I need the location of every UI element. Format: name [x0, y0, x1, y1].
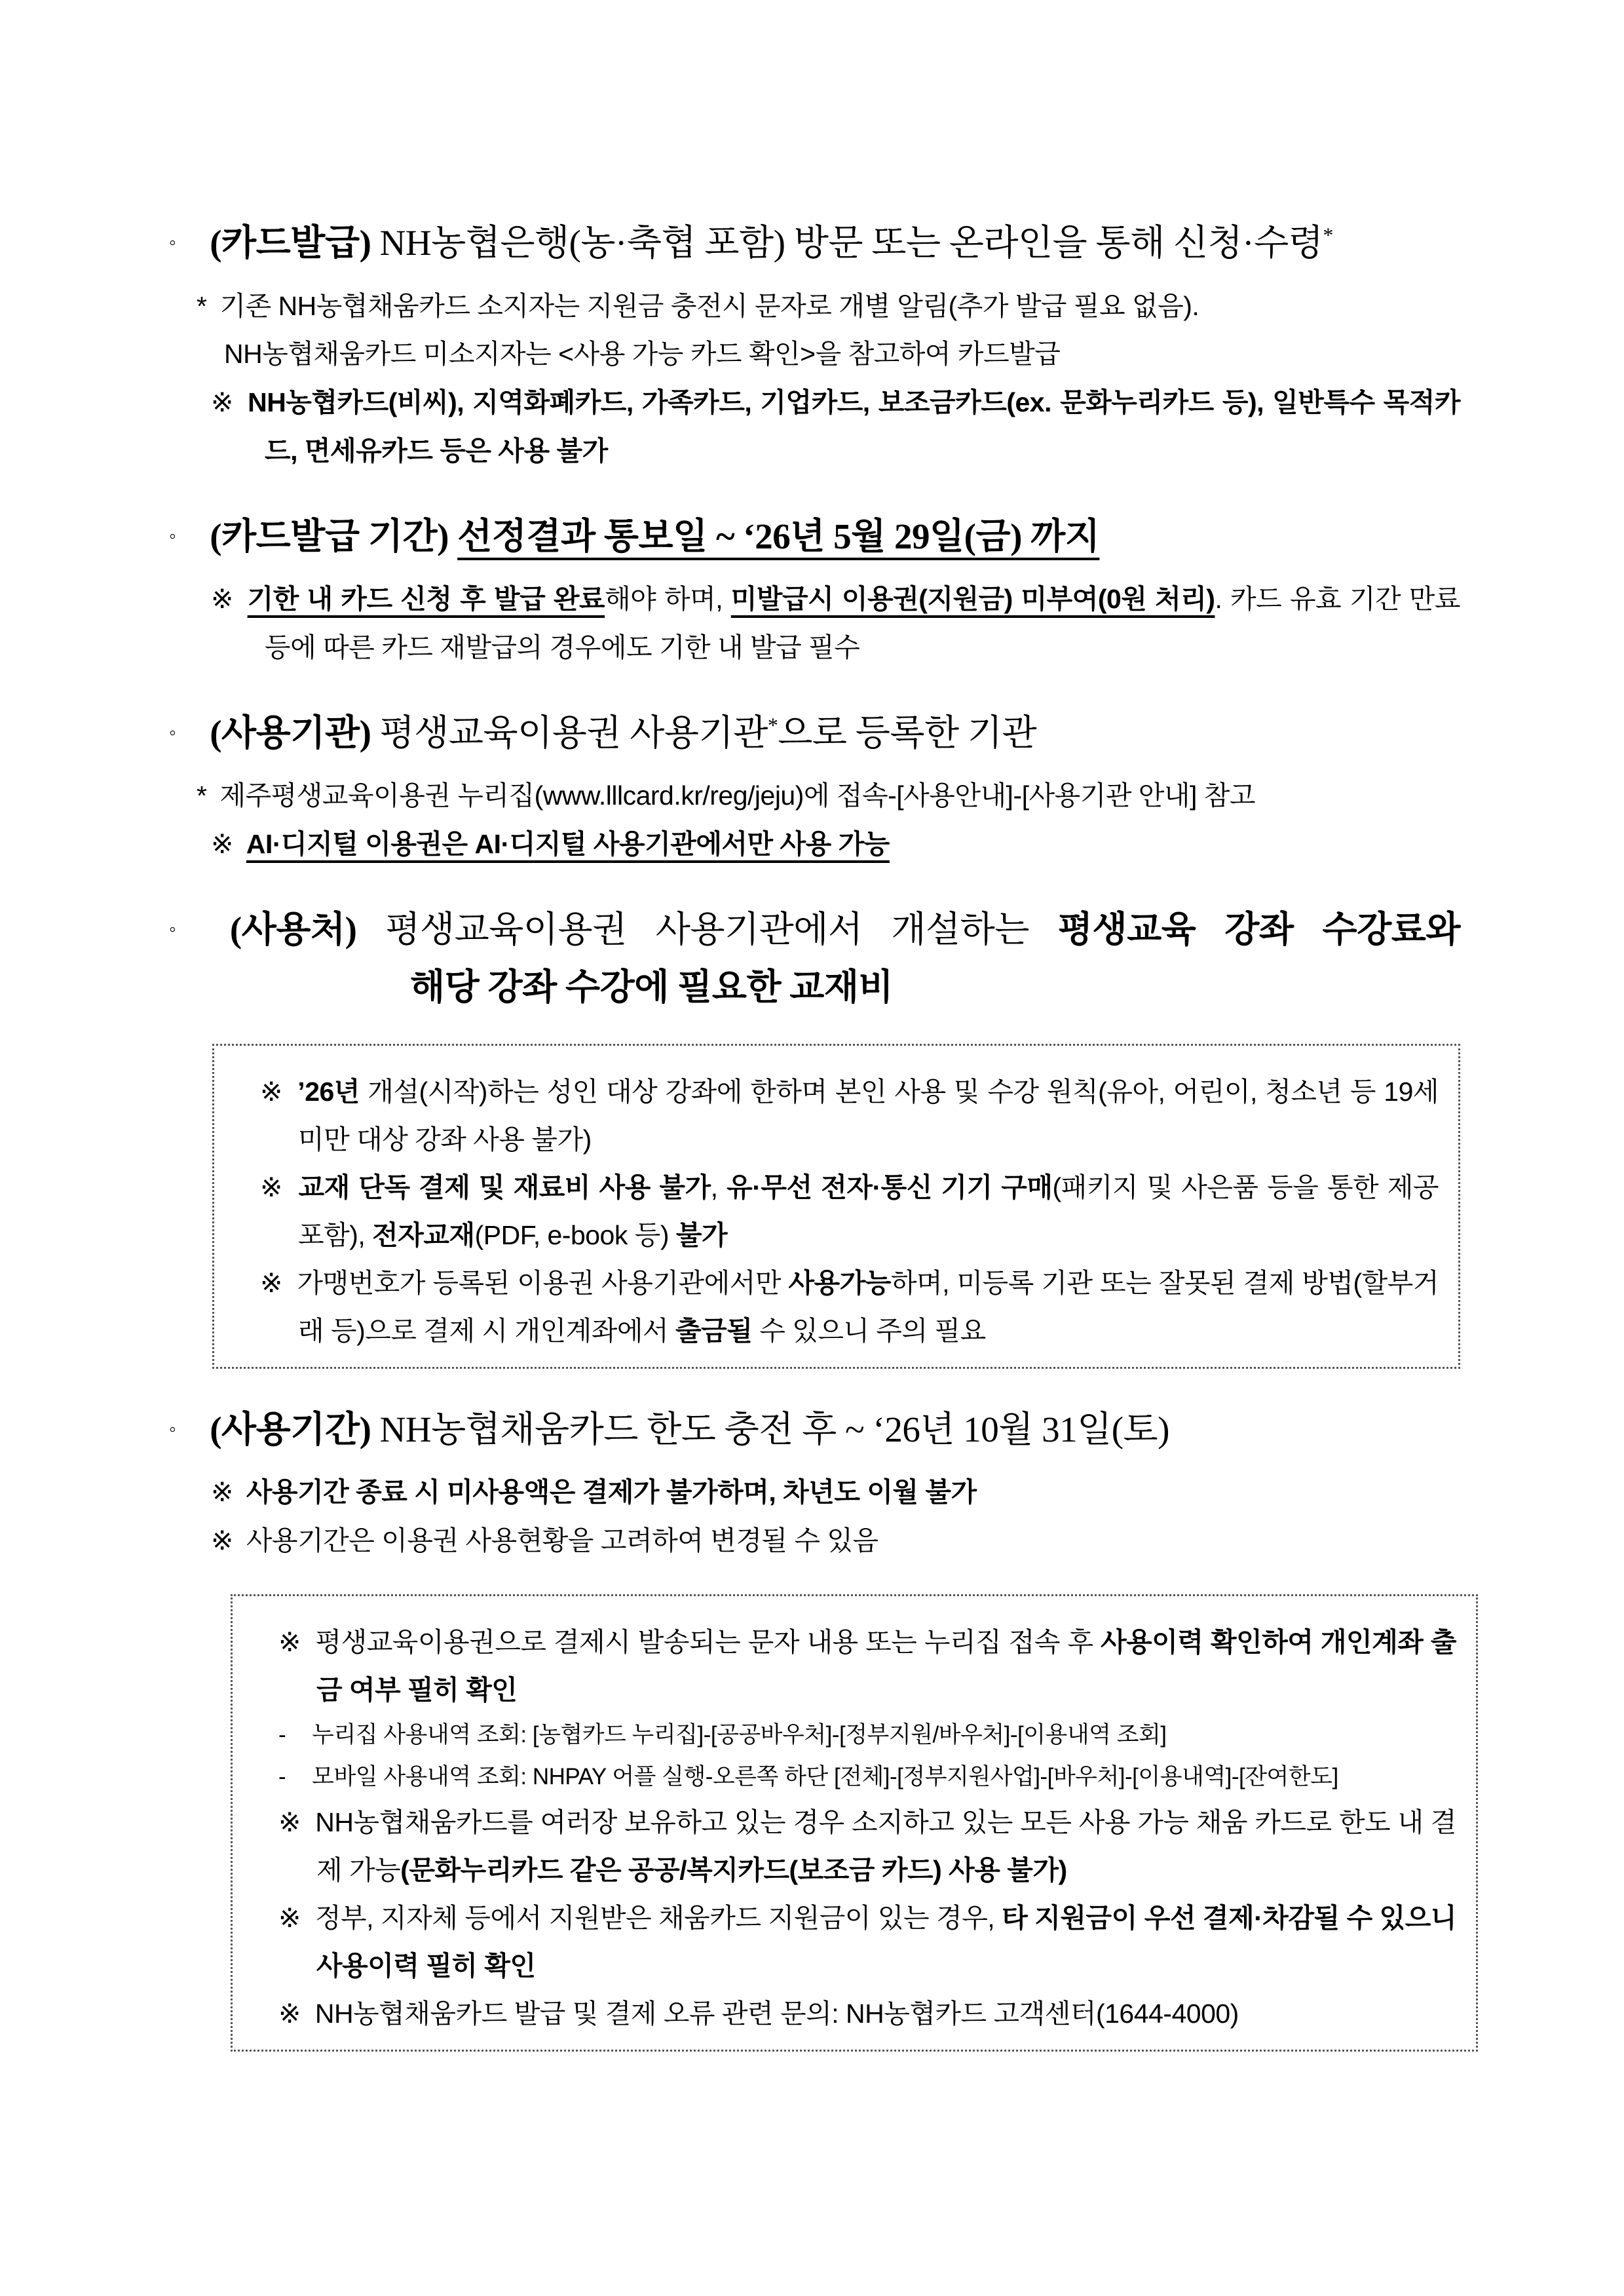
text-segment: (카드발급 기간) [210, 516, 458, 556]
notice-item-web-history-path [256, 1714, 1456, 1757]
text-segment: NH농협은행(농·축협 포함) 방문 또는 온라인을 통해 신청·수령 [379, 223, 1323, 263]
asterisk-marker: * [197, 290, 207, 321]
use-period-expiry-note [169, 1468, 1460, 1517]
text-segment: 해당 강좌 수강에 필요한 교재비 [410, 967, 894, 1008]
reference-mark-icon: ※ [211, 387, 235, 418]
text-segment: NH농협채움카드를 여러장 보유하고 있는 경우 소지하고 있는 모든 사용 가능 채움 카드로 한도 내 결제 가능 [315, 1807, 1456, 1886]
text-segment: (패키지 및 사은품 등을 통한 제공 포함), [298, 1172, 1439, 1250]
asterisk-marker: * [197, 780, 207, 811]
heading-use-period [169, 1403, 1460, 1457]
text-segment: (문화누리카드 같은 공공/복지카드(보조금 카드) 사용 불가) [400, 1855, 1067, 1886]
reference-mark-icon: ※ [278, 1807, 301, 1838]
text-segment: 출금될 [675, 1315, 753, 1346]
text-segment: 선정결과 통보일 ~ ‘26년 5월 29일(금) 까지 [457, 516, 1100, 556]
heading-usable-institution-text [210, 713, 1036, 753]
usable-institution-note-text [246, 829, 890, 859]
notice-item-text [315, 1903, 1456, 1981]
text-segment: 전자교재 [372, 1219, 475, 1250]
text-segment: 모바일 사용내역 조회: NHPAY 어플 실행-오른쪽 하단 [전체]-[정부지원사업]-[바우처]-[이용내역]-[잔여한도] [312, 1764, 1338, 1790]
circle-bullet-marker: ◦ [169, 1417, 176, 1440]
heading-card-issue [169, 216, 1460, 271]
text-segment: 평생교육 강좌 수강료와 [1057, 909, 1460, 949]
reference-mark-icon: ※ [211, 1525, 233, 1556]
notice-item-textbook-restriction [238, 1164, 1439, 1259]
text-segment: 제주평생교육이용권 누리집(www.lllcard.kr/reg/jeju)에 접속-[사용안내]-[사용기관 안내] 참고 [219, 780, 1256, 811]
text-segment: NH농협채움카드 미소지자는 <사용 가능 카드 확인>을 참고하여 카드발급 [224, 339, 1061, 370]
usable-institution-website-note [169, 772, 1460, 820]
notice-item-adult-course [238, 1068, 1439, 1164]
heading-use-place-line1-text [230, 909, 1460, 949]
usable-institution-sub-text [219, 780, 1255, 811]
dash-marker: - [278, 1764, 286, 1790]
text-segment: 타 지원금이 우선 결제·차감될 수 있으니 사용이력 필히 확인 [316, 1903, 1456, 1981]
notice-item-text [315, 1627, 1456, 1705]
card-issue-restriction-note [169, 379, 1460, 476]
text-segment: 으로 등록한 기관 [778, 712, 1037, 753]
circle-bullet-marker: ◦ [169, 721, 176, 744]
notice-item-multiple-cards [256, 1799, 1456, 1894]
reference-mark-icon: ※ [278, 1626, 301, 1657]
text-segment: (PDF, e-book 등) [474, 1219, 676, 1250]
notice-item-payment-sms-check [256, 1618, 1456, 1714]
text-segment: 유·무선 전자·통신 기기 구매 [727, 1172, 1053, 1202]
circle-bullet-marker: ◦ [169, 231, 176, 254]
text-segment: 누리집 사용내역 조회: [농협카드 누리집]-[공공바우처]-[정부지원/바우처]-[이용내역 조회] [312, 1721, 1167, 1748]
notice-item-other-subsidy-priority [256, 1894, 1456, 1990]
reference-mark-icon: ※ [260, 1172, 284, 1202]
heading-use-place-line2-text [410, 967, 893, 1007]
card-issue-sub2-text [224, 339, 1060, 369]
text-segment: 해야 하며, [605, 584, 731, 615]
heading-use-place-line2 [169, 961, 1460, 1015]
card-issue-sub1-text [219, 291, 1199, 321]
card-issue-sub-existing-holder [169, 282, 1460, 331]
reference-mark-icon: ※ [278, 1999, 301, 2029]
reference-mark-icon: ※ [211, 1477, 233, 1508]
heading-card-issue-text [210, 223, 1333, 263]
text-segment: AI·디지털 이용권은 AI·디지털 사용기관에서만 사용 가능 [246, 829, 890, 860]
text-segment: 정부, 지자체 등에서 지원받은 채움카드 지원금이 있는 경우, [314, 1903, 1002, 1934]
text-segment: 평생교육이용권 사용기관 [379, 712, 768, 753]
heading-card-issue-period [169, 510, 1460, 564]
text-segment: (사용처) [229, 909, 386, 949]
text-segment: NH농협채움카드 발급 및 결제 오류 관련 문의: NH농협카드 고객센터(1644-4000) [314, 1999, 1239, 2029]
notice-item-customer-center [256, 1990, 1456, 2038]
notice-item-text [298, 1172, 1439, 1250]
usable-institution-ai-digital-note [169, 820, 1460, 869]
text-segment: * [767, 714, 778, 737]
notice-item-text [297, 1268, 1439, 1346]
heading-usable-institution [169, 706, 1460, 761]
reference-mark-icon: ※ [260, 1267, 283, 1298]
text-segment: 불가 [675, 1219, 728, 1250]
text-segment: (사용기관) [210, 712, 380, 753]
notice-item-merchant-number [238, 1259, 1439, 1355]
circle-bullet-marker: ◦ [169, 917, 196, 940]
card-issue-sub-non-holder [169, 330, 1460, 379]
use-place-notice-box [212, 1044, 1460, 1369]
text-segment: 미발급시 이용권(지원금) 미부여(0원 처리) [730, 584, 1215, 615]
text-segment: 기존 NH농협채움카드 소지자는 지원금 충전시 문자로 개별 알림(추가 발급 필요 없음). [219, 290, 1199, 321]
notice-item-text [297, 1077, 1439, 1155]
use-period-notice-box [231, 1594, 1478, 2052]
text-segment: 사용가능 [788, 1267, 891, 1298]
text-segment: * [1323, 223, 1333, 247]
reference-mark-icon: ※ [211, 829, 233, 860]
text-segment: , [710, 1172, 727, 1202]
card-issue-note-text [248, 387, 1460, 466]
text-segment: 가맹번호가 등록된 이용권 사용기관에서만 [297, 1267, 789, 1298]
heading-use-place [169, 903, 1460, 957]
reference-mark-icon: ※ [260, 1076, 284, 1107]
dash-marker: - [278, 1721, 286, 1748]
text-segment: NH농협카드(비씨), 지역화폐카드, 가족카드, 기업카드, 보조금카드(ex. 문화누리카드 등), 일반특수 목적카드, 면세유카드 등은 사용 불가 [248, 387, 1460, 466]
text-segment: 사용기간은 이용권 사용현황을 고려하여 변경될 수 있음 [246, 1525, 878, 1556]
text-segment: 사용기간 종료 시 미사용액은 결제가 불가하며, 차년도 이월 불가 [246, 1477, 977, 1508]
notice-item-text [315, 1999, 1239, 2029]
use-period-note2-text [246, 1525, 878, 1556]
notice-item-text [312, 1764, 1338, 1789]
card-issue-period-note [169, 575, 1460, 672]
notice-item-text [312, 1722, 1166, 1748]
text-segment: 기한 내 카드 신청 후 발급 완료 [247, 584, 605, 615]
text-segment: 개설(시작)하는 성인 대상 강좌에 한하며 본인 사용 및 수강 원칙(유아, 어린이, 청소년 등 19세 미만 대상 강좌 사용 불가) [298, 1076, 1439, 1155]
use-period-change-note [169, 1517, 1460, 1565]
text-segment: 하며, 미등록 기관 또는 잘못된 결제 방법(할부거래 등)으로 결제 시 개인계좌에서 [298, 1267, 1439, 1346]
reference-mark-icon: ※ [211, 584, 235, 615]
text-segment: 사용이력 확인하여 개인계좌 출금 여부 필히 확인 [316, 1626, 1456, 1705]
heading-card-issue-period-text [210, 516, 1099, 556]
notice-item-text [315, 1807, 1456, 1885]
text-segment: ’26년 [297, 1076, 360, 1107]
heading-use-period-text [210, 1409, 1169, 1449]
text-segment: 수 있으니 주의 필요 [752, 1315, 986, 1346]
use-period-note1-text [246, 1477, 977, 1507]
text-segment: NH농협채움카드 한도 충전 후 ~ ‘26년 10월 31일(토) [379, 1409, 1169, 1449]
text-segment: (카드발급) [210, 223, 380, 263]
text-segment: 평생교육이용권으로 결제시 발송되는 문자 내용 또는 누리집 접속 후 [315, 1626, 1101, 1657]
card-issue-period-note-text [248, 584, 1460, 662]
reference-mark-icon: ※ [278, 1903, 301, 1934]
circle-bullet-marker: ◦ [169, 524, 176, 547]
notice-item-mobile-history-path [256, 1756, 1456, 1799]
text-segment: . 카드 유효 기간 만료 등에 따른 카드 재발급의 경우에도 기한 내 발급 필수 [265, 584, 1460, 662]
text-segment: (사용기간) [210, 1409, 380, 1449]
text-segment: 교재 단독 결제 및 재료비 사용 불가 [298, 1172, 711, 1202]
text-segment: 평생교육이용권 사용기관에서 개설하는 [385, 909, 1058, 949]
